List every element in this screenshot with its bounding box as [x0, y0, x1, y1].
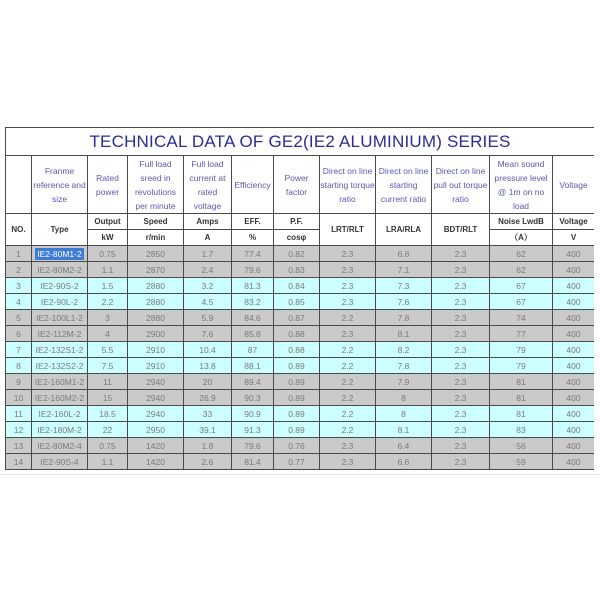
cell-pf[interactable]: 0.89 [274, 406, 320, 422]
cell-voltage[interactable]: 400 [553, 438, 595, 454]
table-row [6, 246, 595, 262]
cell-lrt[interactable]: 2.2 [320, 374, 376, 390]
cell-type[interactable] [32, 246, 88, 262]
col-type: Type [32, 214, 88, 246]
cell-bdt[interactable]: 2.3 [432, 358, 490, 374]
cell-lra[interactable]: 8 [376, 390, 432, 406]
table-row [6, 438, 595, 454]
cell-type[interactable]: IE2-90S-4 [32, 454, 88, 470]
cell-type[interactable]: IE2-90L-2 [32, 294, 88, 310]
cell-amps[interactable]: 10.4 [184, 342, 232, 358]
cell-noise[interactable]: 81 [490, 374, 553, 390]
cell-voltage[interactable]: 400 [553, 406, 595, 422]
cell-lrt[interactable]: 2.3 [320, 294, 376, 310]
cell-noise[interactable]: 81 [490, 406, 553, 422]
cell-voltage[interactable]: 400 [553, 310, 595, 326]
cell-amps[interactable]: 13.8 [184, 358, 232, 374]
table-row [6, 278, 595, 294]
table-row [6, 262, 595, 278]
cell-amps[interactable]: 39.1 [184, 422, 232, 438]
cell-lrt[interactable]: 2.2 [320, 422, 376, 438]
cell-noise[interactable]: 62 [490, 262, 553, 278]
table-row [6, 294, 595, 310]
cell-lra[interactable]: 7.9 [376, 374, 432, 390]
cell-speed[interactable]: 2870 [128, 262, 184, 278]
unit-amps: A [184, 230, 232, 246]
cell-noise[interactable]: 62 [490, 246, 553, 262]
cell-speed[interactable]: 2940 [128, 374, 184, 390]
cell-bdt[interactable]: 2.3 [432, 294, 490, 310]
cell-noise[interactable]: 83 [490, 422, 553, 438]
table-row [6, 390, 595, 406]
cell-no[interactable]: 9 [6, 374, 32, 390]
cell-amps[interactable]: 26.9 [184, 390, 232, 406]
cell-amps[interactable]: 1.8 [184, 438, 232, 454]
cell-pf[interactable]: 0.89 [274, 374, 320, 390]
cell-output[interactable]: 18.5 [88, 406, 128, 422]
cell-amps[interactable]: 2.6 [184, 454, 232, 470]
page-divider [0, 474, 600, 475]
cell-no[interactable]: 14 [6, 454, 32, 470]
cell-voltage[interactable]: 400 [553, 326, 595, 342]
cell-type[interactable]: IE2-160M2-2 [32, 390, 88, 406]
cell-voltage[interactable]: 400 [553, 358, 595, 374]
cell-bdt[interactable]: 2.3 [432, 278, 490, 294]
cell-no[interactable]: 11 [6, 406, 32, 422]
cell-type[interactable]: IE2-112M-2 [32, 326, 88, 342]
cell-eff[interactable]: 83.2 [232, 294, 274, 310]
cell-no[interactable]: 8 [6, 358, 32, 374]
col-pf: P.F. [274, 214, 320, 230]
cell-eff[interactable]: 88.1 [232, 358, 274, 374]
desc-rated-power: Rated power [88, 156, 128, 214]
cell-lrt[interactable]: 2.3 [320, 454, 376, 470]
cell-noise[interactable]: 79 [490, 342, 553, 358]
cell-speed[interactable]: 2880 [128, 310, 184, 326]
cell-lra[interactable]: 8.1 [376, 326, 432, 342]
col-voltage: Voltage [553, 214, 595, 230]
cell-amps[interactable]: 3.2 [184, 278, 232, 294]
cell-type[interactable]: IE2-160M1-2 [32, 374, 88, 390]
cell-bdt[interactable]: 2.3 [432, 342, 490, 358]
table-row [6, 326, 595, 342]
cell-no[interactable]: 6 [6, 326, 32, 342]
col-noise: Noise LwdB [490, 214, 553, 230]
cell-lra[interactable]: 7.8 [376, 310, 432, 326]
desc-starting-torque: Direct on line starting torque ratio [320, 156, 376, 214]
cell-speed[interactable]: 1420 [128, 438, 184, 454]
cell-eff[interactable]: 84.6 [232, 310, 274, 326]
cell-amps[interactable]: 2.4 [184, 262, 232, 278]
cell-amps[interactable]: 4.5 [184, 294, 232, 310]
cell-bdt[interactable]: 2.3 [432, 246, 490, 262]
cell-pf[interactable]: 0.88 [274, 342, 320, 358]
table-row [6, 406, 595, 422]
cell-eff[interactable]: 79.6 [232, 438, 274, 454]
table-row [6, 454, 595, 470]
cell-speed[interactable]: 2950 [128, 422, 184, 438]
col-eff: EFF. [232, 214, 274, 230]
cell-no[interactable]: 13 [6, 438, 32, 454]
cell-amps[interactable]: 5.9 [184, 310, 232, 326]
col-bdt: BDT/RLT [432, 214, 490, 246]
cell-pf[interactable]: 0.89 [274, 358, 320, 374]
col-lra: LRA/RLA [376, 214, 432, 246]
unit-output: kW [88, 230, 128, 246]
cell-voltage[interactable]: 400 [553, 374, 595, 390]
cell-pf[interactable]: 0.89 [274, 422, 320, 438]
cell-amps[interactable]: 1.7 [184, 246, 232, 262]
cell-noise[interactable]: 81 [490, 390, 553, 406]
cell-noise[interactable]: 79 [490, 358, 553, 374]
cell-lra[interactable]: 7.8 [376, 358, 432, 374]
header-description-row [6, 156, 595, 214]
cell-pf[interactable]: 0.82 [274, 246, 320, 262]
cell-lra[interactable]: 6.6 [376, 454, 432, 470]
cell-eff[interactable]: 81.4 [232, 454, 274, 470]
cell-eff[interactable]: 77.4 [232, 246, 274, 262]
unit-noise: （A） [490, 230, 553, 246]
cell-pf[interactable]: 0.84 [274, 278, 320, 294]
desc-pullout-torque: Direct on line pull out torque ratio [432, 156, 490, 214]
cell-output[interactable]: 0.75 [88, 438, 128, 454]
unit-eff: % [232, 230, 274, 246]
desc-speed: Full load sreed in revolutions per minute [128, 156, 184, 214]
cell-voltage[interactable]: 400 [553, 342, 595, 358]
cell-lrt[interactable]: 2.3 [320, 438, 376, 454]
cell-speed[interactable]: 2940 [128, 390, 184, 406]
cell-pf[interactable]: 0.89 [274, 390, 320, 406]
col-no: NO. [6, 214, 32, 246]
cell-eff[interactable]: 90.9 [232, 406, 274, 422]
desc-frame: Franme reference and size [32, 156, 88, 214]
cell-amps[interactable]: 20 [184, 374, 232, 390]
cell-output[interactable]: 0.75 [88, 246, 128, 262]
cell-voltage[interactable]: 400 [553, 278, 595, 294]
cell-output[interactable]: 15 [88, 390, 128, 406]
cell-noise[interactable]: 77 [490, 326, 553, 342]
cell-lrt[interactable]: 2.2 [320, 342, 376, 358]
cell-voltage[interactable]: 400 [553, 262, 595, 278]
cell-no[interactable]: 10 [6, 390, 32, 406]
cell-speed[interactable]: 2910 [128, 342, 184, 358]
cell-speed[interactable]: 2850 [128, 246, 184, 262]
cell-pf[interactable]: 0.88 [274, 326, 320, 342]
cell-type[interactable]: IE2-100L1-2 [32, 310, 88, 326]
cell-type[interactable]: IE2-80M2-4 [32, 438, 88, 454]
cell-eff[interactable]: 81.3 [232, 278, 274, 294]
table-row [6, 422, 595, 438]
cell-noise[interactable]: 74 [490, 310, 553, 326]
cell-pf[interactable]: 0.76 [274, 438, 320, 454]
desc-power-factor: Power factor [274, 156, 320, 214]
cell-output[interactable]: 4 [88, 326, 128, 342]
cell-type[interactable]: IE2-80M2-2 [32, 262, 88, 278]
cell-no[interactable]: 5 [6, 310, 32, 326]
cell-voltage[interactable]: 400 [553, 294, 595, 310]
table-row [6, 310, 595, 326]
cell-output[interactable]: 11 [88, 374, 128, 390]
cell-output[interactable]: 22 [88, 422, 128, 438]
cell-pf[interactable]: 0.83 [274, 262, 320, 278]
cell-eff[interactable]: 87 [232, 342, 274, 358]
desc-noise: Mean sound pressure level @ 1m on no load [490, 156, 553, 214]
desc-starting-current: Direct on line starting current ratio [376, 156, 432, 214]
cell-eff[interactable]: 85.8 [232, 326, 274, 342]
cell-no[interactable]: 7 [6, 342, 32, 358]
cell-no[interactable]: 4 [6, 294, 32, 310]
cell-lra[interactable]: 8.1 [376, 422, 432, 438]
unit-pf: cosφ [274, 230, 320, 246]
tech-data-table-container [5, 127, 594, 474]
cell-lrt[interactable]: 2.3 [320, 246, 376, 262]
cell-bdt[interactable]: 2.3 [432, 438, 490, 454]
cell-bdt[interactable]: 2.3 [432, 262, 490, 278]
col-amps: Amps [184, 214, 232, 230]
cell-lrt[interactable]: 2.3 [320, 326, 376, 342]
cell-voltage[interactable]: 400 [553, 246, 595, 262]
cell-lrt[interactable]: 2.2 [320, 406, 376, 422]
desc-efficiency: Efficiency [232, 156, 274, 214]
cell-noise[interactable]: 59 [490, 454, 553, 470]
cell-output[interactable]: 1.1 [88, 262, 128, 278]
cell-speed[interactable]: 2880 [128, 278, 184, 294]
cell-no[interactable]: 2 [6, 262, 32, 278]
cell-lra[interactable]: 7.3 [376, 278, 432, 294]
cell-speed[interactable]: 2910 [128, 358, 184, 374]
table-row [6, 342, 595, 358]
cell-no[interactable]: 3 [6, 278, 32, 294]
cell-type[interactable]: IE2-132S1-2 [32, 342, 88, 358]
cell-lra[interactable]: 6.4 [376, 438, 432, 454]
cell-bdt[interactable]: 2.3 [432, 454, 490, 470]
cell-type[interactable]: IE2-180M-2 [32, 422, 88, 438]
table-title: TECHNICAL DATA OF GE2(IE2 ALUMINIUM) SERIES [6, 128, 595, 156]
cell-no[interactable]: 1 [6, 246, 32, 262]
cell-lrt[interactable]: 2.2 [320, 310, 376, 326]
cell-noise[interactable]: 56 [490, 438, 553, 454]
col-lrt: LRT/RLT [320, 214, 376, 246]
cell-output[interactable]: 1.5 [88, 278, 128, 294]
cell-pf[interactable]: 0.87 [274, 310, 320, 326]
table-row [6, 358, 595, 374]
desc-voltage: Voltage [553, 156, 595, 214]
cell-lrt[interactable]: 2.3 [320, 278, 376, 294]
cell-eff[interactable]: 89.4 [232, 374, 274, 390]
cell-lra[interactable]: 8 [376, 406, 432, 422]
unit-voltage: V [553, 230, 595, 246]
cell-output[interactable]: 3 [88, 310, 128, 326]
col-output: Output [88, 214, 128, 230]
desc-current: Full load current at rated voltage [184, 156, 232, 214]
selected-text[interactable]: IE2-80M1-2 [37, 248, 82, 259]
cell-output[interactable]: 5.5 [88, 342, 128, 358]
cell-no[interactable]: 12 [6, 422, 32, 438]
cell-output[interactable]: 2.2 [88, 294, 128, 310]
cell-bdt[interactable]: 2.3 [432, 374, 490, 390]
header-label-row [6, 214, 595, 230]
cell-lra[interactable]: 7.6 [376, 294, 432, 310]
cell-amps[interactable]: 33 [184, 406, 232, 422]
cell-bdt[interactable]: 2.3 [432, 422, 490, 438]
cell-bdt[interactable]: 2.3 [432, 406, 490, 422]
cell-lrt[interactable]: 2.2 [320, 390, 376, 406]
cell-output[interactable]: 1.1 [88, 454, 128, 470]
cell-type[interactable]: IE2-90S-2 [32, 278, 88, 294]
cell-noise[interactable]: 67 [490, 278, 553, 294]
header-unit-row [6, 230, 595, 246]
cell-eff[interactable]: 90.3 [232, 390, 274, 406]
cell-pf[interactable]: 0.85 [274, 294, 320, 310]
cell-speed[interactable]: 2880 [128, 294, 184, 310]
cell-bdt[interactable]: 2.3 [432, 326, 490, 342]
cell-type[interactable]: IE2-132S2-2 [32, 358, 88, 374]
cell-lrt[interactable]: 2.3 [320, 262, 376, 278]
cell-bdt[interactable]: 2.3 [432, 390, 490, 406]
desc-no [6, 156, 32, 214]
cell-lra[interactable]: 6.8 [376, 246, 432, 262]
cell-speed[interactable]: 2900 [128, 326, 184, 342]
col-speed: Speed [128, 214, 184, 230]
cell-voltage[interactable]: 400 [553, 390, 595, 406]
cell-noise[interactable]: 67 [490, 294, 553, 310]
cell-lrt[interactable]: 2.2 [320, 358, 376, 374]
cell-pf[interactable]: 0.77 [274, 454, 320, 470]
cell-bdt[interactable]: 2.3 [432, 310, 490, 326]
tech-data-table [5, 127, 594, 470]
cell-eff[interactable]: 91.3 [232, 422, 274, 438]
unit-speed: r/min [128, 230, 184, 246]
cell-speed[interactable]: 1420 [128, 454, 184, 470]
cell-type[interactable]: IE2-160L-2 [32, 406, 88, 422]
cell-lra[interactable]: 7.1 [376, 262, 432, 278]
cell-lra[interactable]: 8.2 [376, 342, 432, 358]
table-row [6, 374, 595, 390]
cell-amps[interactable]: 7.6 [184, 326, 232, 342]
cell-voltage[interactable]: 400 [553, 454, 595, 470]
cell-eff[interactable]: 79.6 [232, 262, 274, 278]
cell-output[interactable]: 7.5 [88, 358, 128, 374]
cell-voltage[interactable]: 400 [553, 422, 595, 438]
cell-speed[interactable]: 2940 [128, 406, 184, 422]
